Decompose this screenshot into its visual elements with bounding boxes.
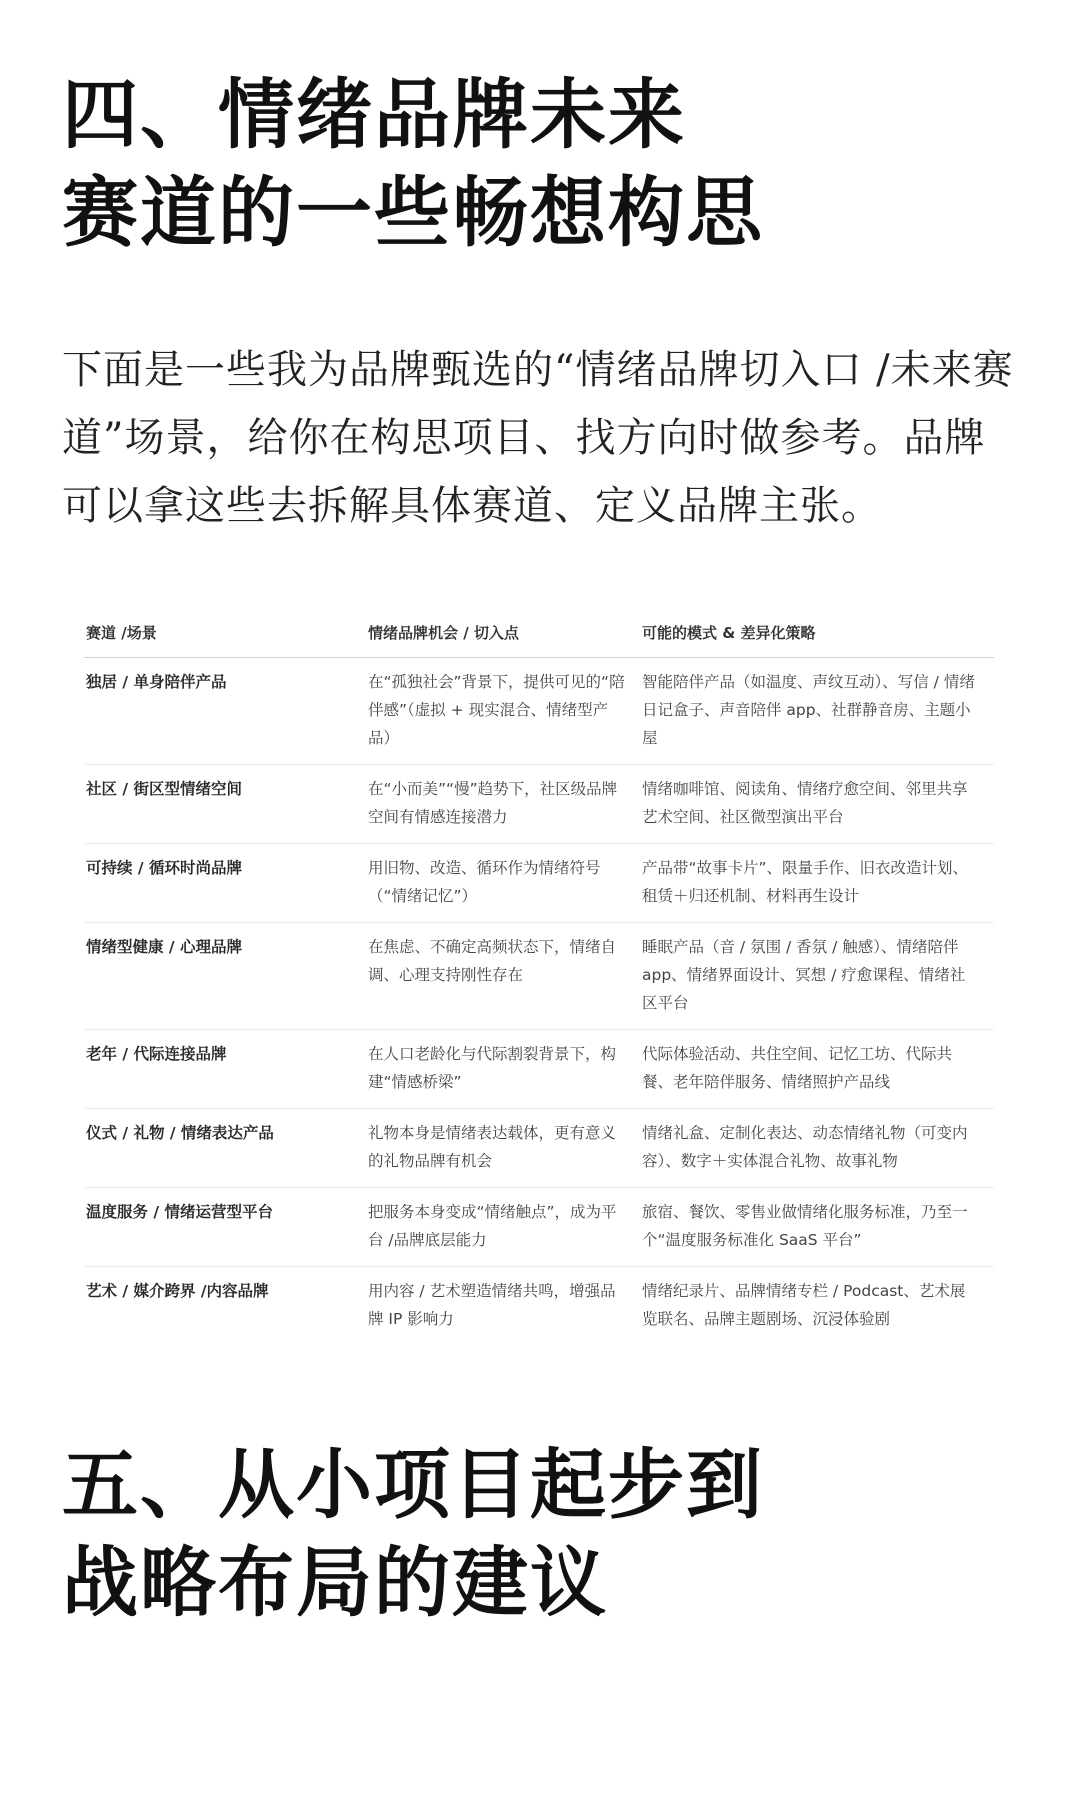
opportunity-cell: 在“小而美”“慢”趋势下，社区级品牌空间有情感连接潜力	[366, 765, 640, 844]
section-title-5-line2: 战略布局的建议	[62, 1538, 608, 1627]
track-cell: 独居 / 单身陪伴产品	[84, 658, 366, 765]
table-row	[84, 844, 994, 923]
track-cell: 社区 / 街区型情绪空间	[84, 765, 366, 844]
opportunity-cell: 用旧物、改造、循环作为情绪符号（“情绪记忆”）	[366, 844, 640, 923]
track-cell: 情绪型健康 / 心理品牌	[84, 923, 366, 1030]
strategy-cell: 产品带“故事卡片”、限量手作、旧衣改造计划、租赁＋归还机制、材料再生设计	[640, 844, 994, 923]
strategy-cell: 旅宿、餐饮、零售业做情绪化服务标准，乃至一个“温度服务标准化 SaaS 平台”	[640, 1188, 994, 1267]
table-row	[84, 1030, 994, 1109]
track-cell: 可持续 / 循环时尚品牌	[84, 844, 366, 923]
track-cell: 温度服务 / 情绪运营型平台	[84, 1188, 366, 1267]
opportunity-cell: 用内容 / 艺术塑造情绪共鸣，增强品牌 IP 影响力	[368, 1282, 616, 1328]
strategy-cell: 睡眠产品（音 / 氛围 / 香氛 / 触感）、情绪陪伴 app、情绪界面设计、冥想 / 疗愈课程、情绪社区平台	[640, 923, 994, 1030]
header-strategy: 可能的模式 & 差异化策略	[640, 608, 994, 658]
opportunity-cell: 在人口老龄化与代际割裂背景下，构建“情感桥梁”	[366, 1030, 640, 1109]
header-opportunity: 情绪品牌机会 / 切入点	[366, 608, 640, 658]
table-row	[84, 1188, 994, 1267]
section-title-4	[62, 66, 764, 262]
opportunity-cell: 在“孤独社会”背景下，提供可见的“陪伴感”（虚拟 + 现实混合、情绪型产品）	[366, 658, 640, 765]
strategy-cell: 代际体验活动、共住空间、记忆工坊、代际共餐、老年陪伴服务、情绪照护产品线	[640, 1030, 994, 1109]
table-row	[84, 923, 994, 1030]
strategy-cell: 情绪咖啡馆、阅读角、情绪疗愈空间、邻里共享艺术空间、社区微型演出平台	[640, 765, 994, 844]
opportunity-cell: 把服务本身变成“情绪触点”，成为平台 /品牌底层能力	[366, 1188, 640, 1267]
strategy-cell: 情绪纪录片、品牌情绪专栏 / Podcast、艺术展览联名、品牌主题剧场、沉浸体验剧	[642, 1282, 966, 1328]
strategy-cell: 智能陪伴产品（如温度、声纹互动）、写信 / 情绪日记盒子、声音陪伴 app、社群静音房、主题小屋	[640, 658, 994, 765]
section-title-4-line2: 赛道的一些畅想构思	[62, 168, 764, 257]
intro-paragraph: 下面是一些我为品牌甄选的“情绪品牌切入口 /未来赛道”场景，给你在构思项目、找方向时做参考。品牌可以拿这些去拆解具体赛道、定义品牌主张。	[62, 347, 1014, 529]
table-row	[84, 658, 994, 765]
section-title-5	[62, 1436, 764, 1632]
track-cell: 老年 / 代际连接品牌	[84, 1030, 366, 1109]
opportunity-cell: 在焦虑、不确定高频状态下，情绪自调、心理支持刚性存在	[366, 923, 640, 1030]
track-table	[84, 608, 994, 1345]
section-title-5-line1: 五、从小项目起步到	[62, 1440, 764, 1529]
section-title-4-line1: 四、情绪品牌未来	[62, 70, 686, 159]
track-cell: 仪式 / 礼物 / 情绪表达产品	[84, 1109, 366, 1188]
table-row	[84, 1267, 994, 1346]
table-header-row	[84, 608, 994, 658]
table-row	[84, 765, 994, 844]
header-track: 赛道 /场景	[84, 608, 366, 658]
opportunity-cell: 礼物本身是情绪表达载体，更有意义的礼物品牌有机会	[366, 1109, 640, 1188]
track-table-grid	[84, 608, 994, 1345]
table-row	[84, 1109, 994, 1188]
strategy-cell: 情绪礼盒、定制化表达、动态情绪礼物（可变内容）、数字＋实体混合礼物、故事礼物	[640, 1109, 994, 1188]
track-cell: 艺术 / 媒介跨界 /内容品牌	[86, 1282, 269, 1300]
